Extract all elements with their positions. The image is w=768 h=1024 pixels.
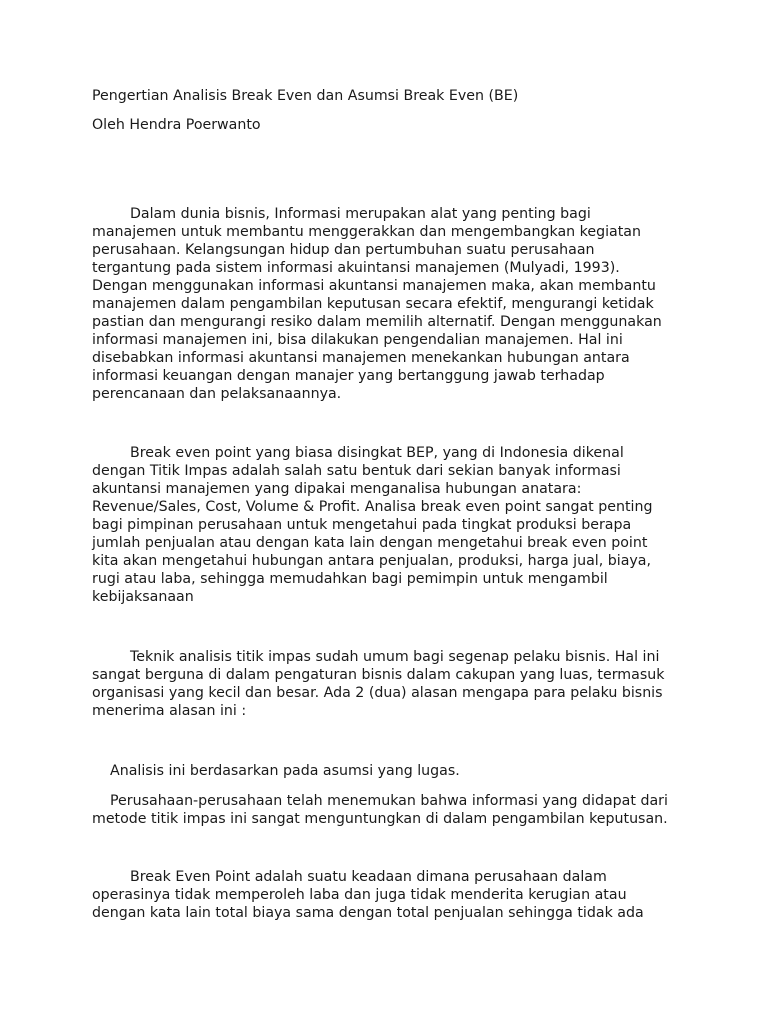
paragraph-line: Perusahaan-perusahaan telah menemukan bahwa informasi yang didapat dari [110,793,668,809]
paragraph-line: sangat berguna di dalam pengaturan bisnis dalam cakupan yang luas, termasuk [92,667,665,683]
paragraph-line: Teknik analisis titik impas sudah umum bagi segenap pelaku bisnis. Hal ini [130,649,660,665]
paragraph-2 [92,444,662,606]
paragraph-line: bagi pimpinan perusahaan untuk mengetahui pada tingkat produksi berapa [92,517,632,533]
paragraph-line: perusahaan. Kelangsungan hidup dan pertumbuhan suatu perusahaan [92,242,595,258]
paragraph-line: informasi manajemen ini, bisa dilakukan pengendalian manajemen. Hal ini [92,332,623,348]
paragraph-line: dengan kata lain total biaya sama dengan total penjualan sehingga tidak ada [92,905,644,921]
paragraph-line: disebabkan informasi akuntansi manajemen menekankan hubungan antara [92,350,630,366]
paragraph-line: menerima alasan ini : [92,703,247,719]
paragraph-line: metode titik impas ini sangat menguntungkan di dalam pengambilan keputusan. [92,811,668,827]
reason-item-1: Analisis ini berdasarkan pada asumsi yang lugas. [110,763,460,779]
paragraph-line: manajemen untuk membantu menggerakkan dan mengembangkan kegiatan [92,224,641,240]
paragraph-line: perencanaan dan pelaksanaannya. [92,386,342,402]
paragraph-3 [92,648,665,720]
paragraph-line: akuntansi manajemen yang dipakai menganalisa hubungan anatara: [92,481,582,497]
paragraph-line: Break even point yang biasa disingkat BEP, yang di Indonesia dikenal [130,445,624,461]
paragraph-line: kebijaksanaan [92,589,194,605]
paragraph-line: dengan Titik Impas adalah salah satu bentuk dari sekian banyak informasi [92,463,621,479]
paragraph-line: Revenue/Sales, Cost, Volume & Profit. Analisa break even point sangat penting [92,499,653,515]
paragraph-line: organisasi yang kecil dan besar. Ada 2 (dua) alasan mengapa para pelaku bisnis [92,685,663,701]
paragraph-line: informasi keuangan dengan manajer yang bertanggung jawab terhadap [92,368,605,384]
paragraph-line: kita akan mengetahui hubungan antara penjualan, produksi, harga jual, biaya, [92,553,651,569]
paragraph-line: jumlah penjualan atau dengan kata lain dengan mengetahui break even point [92,535,648,551]
paragraph-line: rugi atau laba, sehingga memudahkan bagi pemimpin untuk mengambil [92,571,608,587]
paragraph-line: pastian dan mengurangi resiko dalam memilih alternatif. Dengan menggunakan [92,314,662,330]
paragraph-6 [92,868,662,922]
reason-item-2 [92,792,668,828]
paragraph-line: tergantung pada sistem informasi akuintansi manajemen (Mulyadi, 1993). [92,260,620,276]
document-title: Pengertian Analisis Break Even dan Asumsi Break Even (BE) [92,88,519,104]
paragraph-line: operasinya tidak memperoleh laba dan juga tidak menderita kerugian atau [92,887,627,903]
paragraph-1 [92,205,662,403]
paragraph-line: Break Even Point adalah suatu keadaan dimana perusahaan dalam [130,869,607,885]
paragraph-line: Dalam dunia bisnis, Informasi merupakan alat yang penting bagi [130,206,591,222]
document-author: Oleh Hendra Poerwanto [92,117,261,133]
paragraph-line: Dengan menggunakan informasi akuntansi manajemen maka, akan membantu [92,278,656,294]
paragraph-line: manajemen dalam pengambilan keputusan secara efektif, mengurangi ketidak [92,296,654,312]
